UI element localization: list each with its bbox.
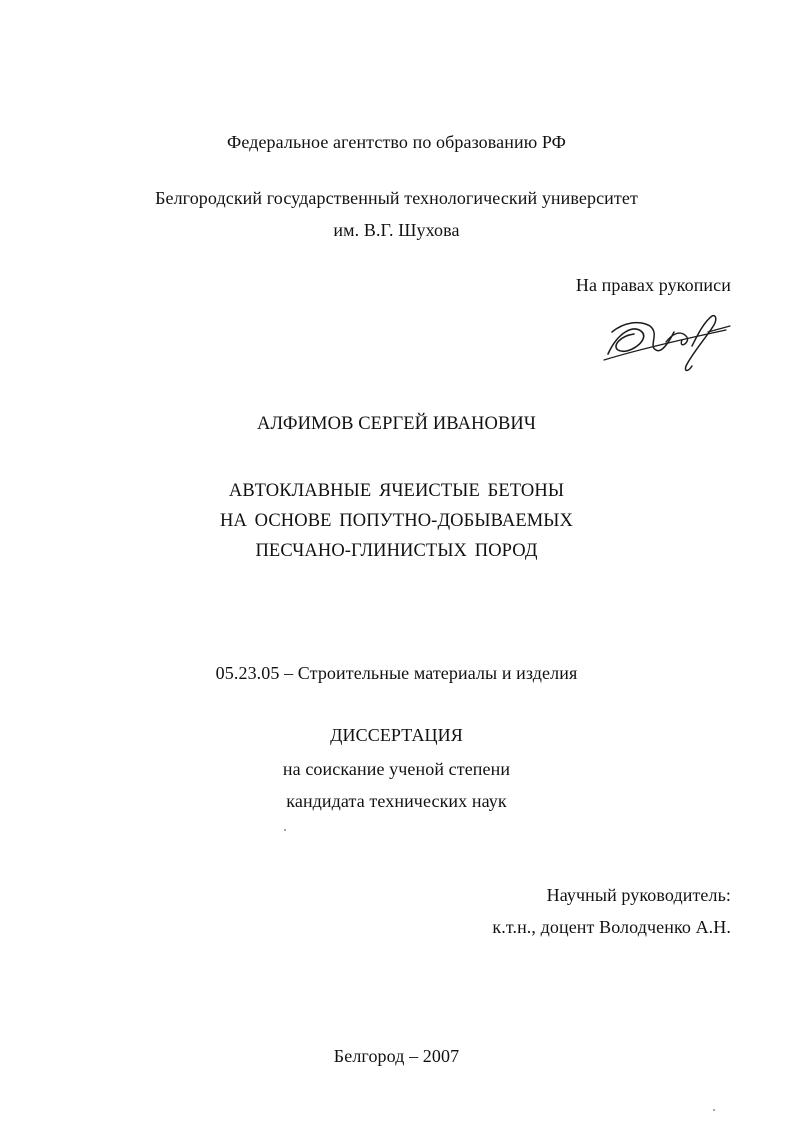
dissertation-title-line-1: АВТОКЛАВНЫЕ ЯЧЕИСТЫЕ БЕТОНЫ (228, 481, 565, 501)
degree-line-2: кандидата технических наук (286, 791, 507, 811)
university-name: Белгородский государственный технологический университет (155, 188, 638, 208)
author-name: АЛФИМОВ СЕРГЕЙ ИВАНОВИЧ (257, 414, 536, 434)
author-signature (600, 312, 732, 374)
specialty-code: 05.23.05 – Строительные материалы и изделия (215, 663, 578, 683)
supervisor-name: к.т.н., доцент Володченко А.Н. (492, 917, 731, 937)
agency-name: Федеральное агентство по образованию РФ (227, 132, 566, 152)
dissertation-title-line-3: ПЕСЧАНО-ГЛИНИСТЫХ ПОРОД (255, 541, 538, 561)
supervisor-label: Научный руководитель: (546, 885, 731, 905)
scan-speck (713, 1109, 715, 1111)
university-named-after: им. В.Г. Шухова (333, 220, 460, 240)
degree-line-1: на соискание ученой степени (282, 759, 511, 779)
work-type: ДИССЕРТАЦИЯ (330, 725, 463, 745)
scan-speck (284, 829, 286, 831)
manuscript-rights-note: На правах рукописи (575, 275, 731, 295)
dissertation-title-line-2: НА ОСНОВЕ ПОПУТНО-ДОБЫВАЕМЫХ (220, 511, 573, 531)
city-and-year: Белгород – 2007 (333, 1046, 460, 1066)
